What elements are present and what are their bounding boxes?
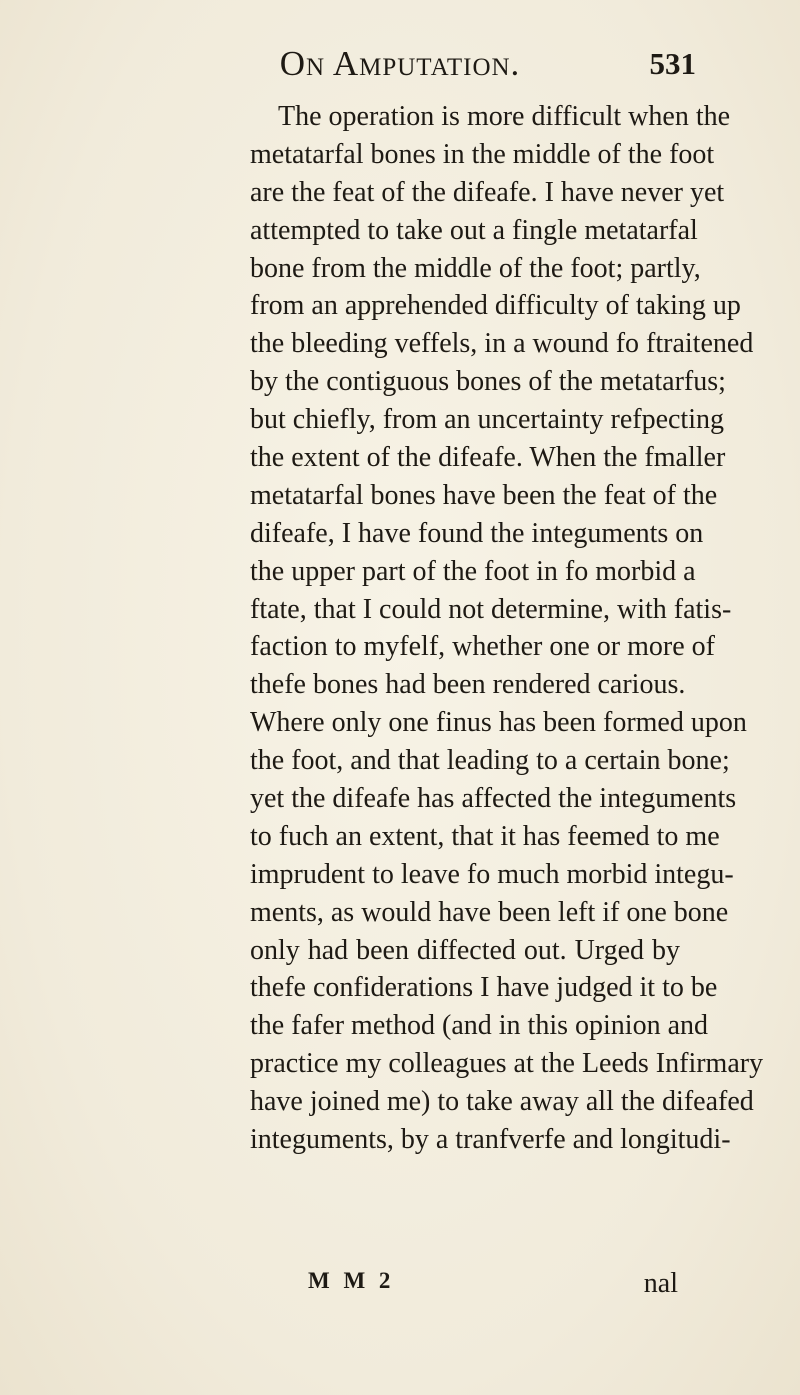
text-line: the extent of the difeafe. When the fmaller <box>250 442 726 474</box>
text-line: the bleeding veffels, in a wound fo ftraitened <box>250 328 754 360</box>
text-line: the fafer method (and in this opinion and <box>250 1010 708 1042</box>
text-line: ments, as would have been left if one bone <box>250 896 729 928</box>
text-line: practice my colleagues at the Leeds Infirmary <box>250 1048 764 1080</box>
text-line: are the feat of the difeafe. I have never yet <box>250 176 725 208</box>
text-line: imprudent to leave fo much morbid integu- <box>250 858 734 890</box>
text-line: the foot, and that leading to a certain bone; <box>250 745 730 777</box>
text-line: the upper part of the foot in fo morbid a <box>250 555 696 587</box>
text-line: from an apprehended difficulty of taking up <box>250 290 741 322</box>
text-line: Where only one finus has been formed upon <box>250 707 747 739</box>
text-line: thefe bones had been rendered carious. <box>250 669 686 701</box>
text-line: yet the difeafe has affected the integuments <box>250 783 737 815</box>
page-header <box>0 44 800 94</box>
text-line: ftate, that I could not determine, with fatis- <box>250 593 732 625</box>
text-line: only had been diffected out. Urged by <box>250 934 680 966</box>
text-line: faction to myfelf, whether one or more of <box>250 631 715 663</box>
signature-mark: M M 2 <box>308 1268 395 1293</box>
running-title: On Amputation. <box>279 44 521 83</box>
text-line: bone from the middle of the foot; partly, <box>250 252 701 284</box>
text-line: difeafe, I have found the integuments on <box>250 517 704 549</box>
text-line: integuments, by a tranfverfe and longitudi- <box>250 1124 731 1156</box>
body-text <box>250 98 764 1159</box>
text-line: metatarfal bones in the middle of the foot <box>250 138 715 170</box>
catchword: nal <box>643 1268 678 1299</box>
page-footer <box>244 1268 684 1308</box>
text-line: to fuch an extent, that it has feemed to me <box>250 820 720 852</box>
text-line: but chiefly, from an uncertainty refpecting <box>250 404 724 436</box>
text-line: have joined me) to take away all the difeafed <box>250 1086 754 1118</box>
text-line: attempted to take out a fingle metatarfal <box>250 214 698 246</box>
text-line: thefe confiderations I have judged it to be <box>250 972 718 1004</box>
page-number: 531 <box>649 46 696 81</box>
text-line: by the contiguous bones of the metatarfus; <box>250 366 726 398</box>
text-line: The operation is more difficult when the <box>278 101 731 132</box>
text-line: metatarfal bones have been the feat of the <box>250 479 718 511</box>
